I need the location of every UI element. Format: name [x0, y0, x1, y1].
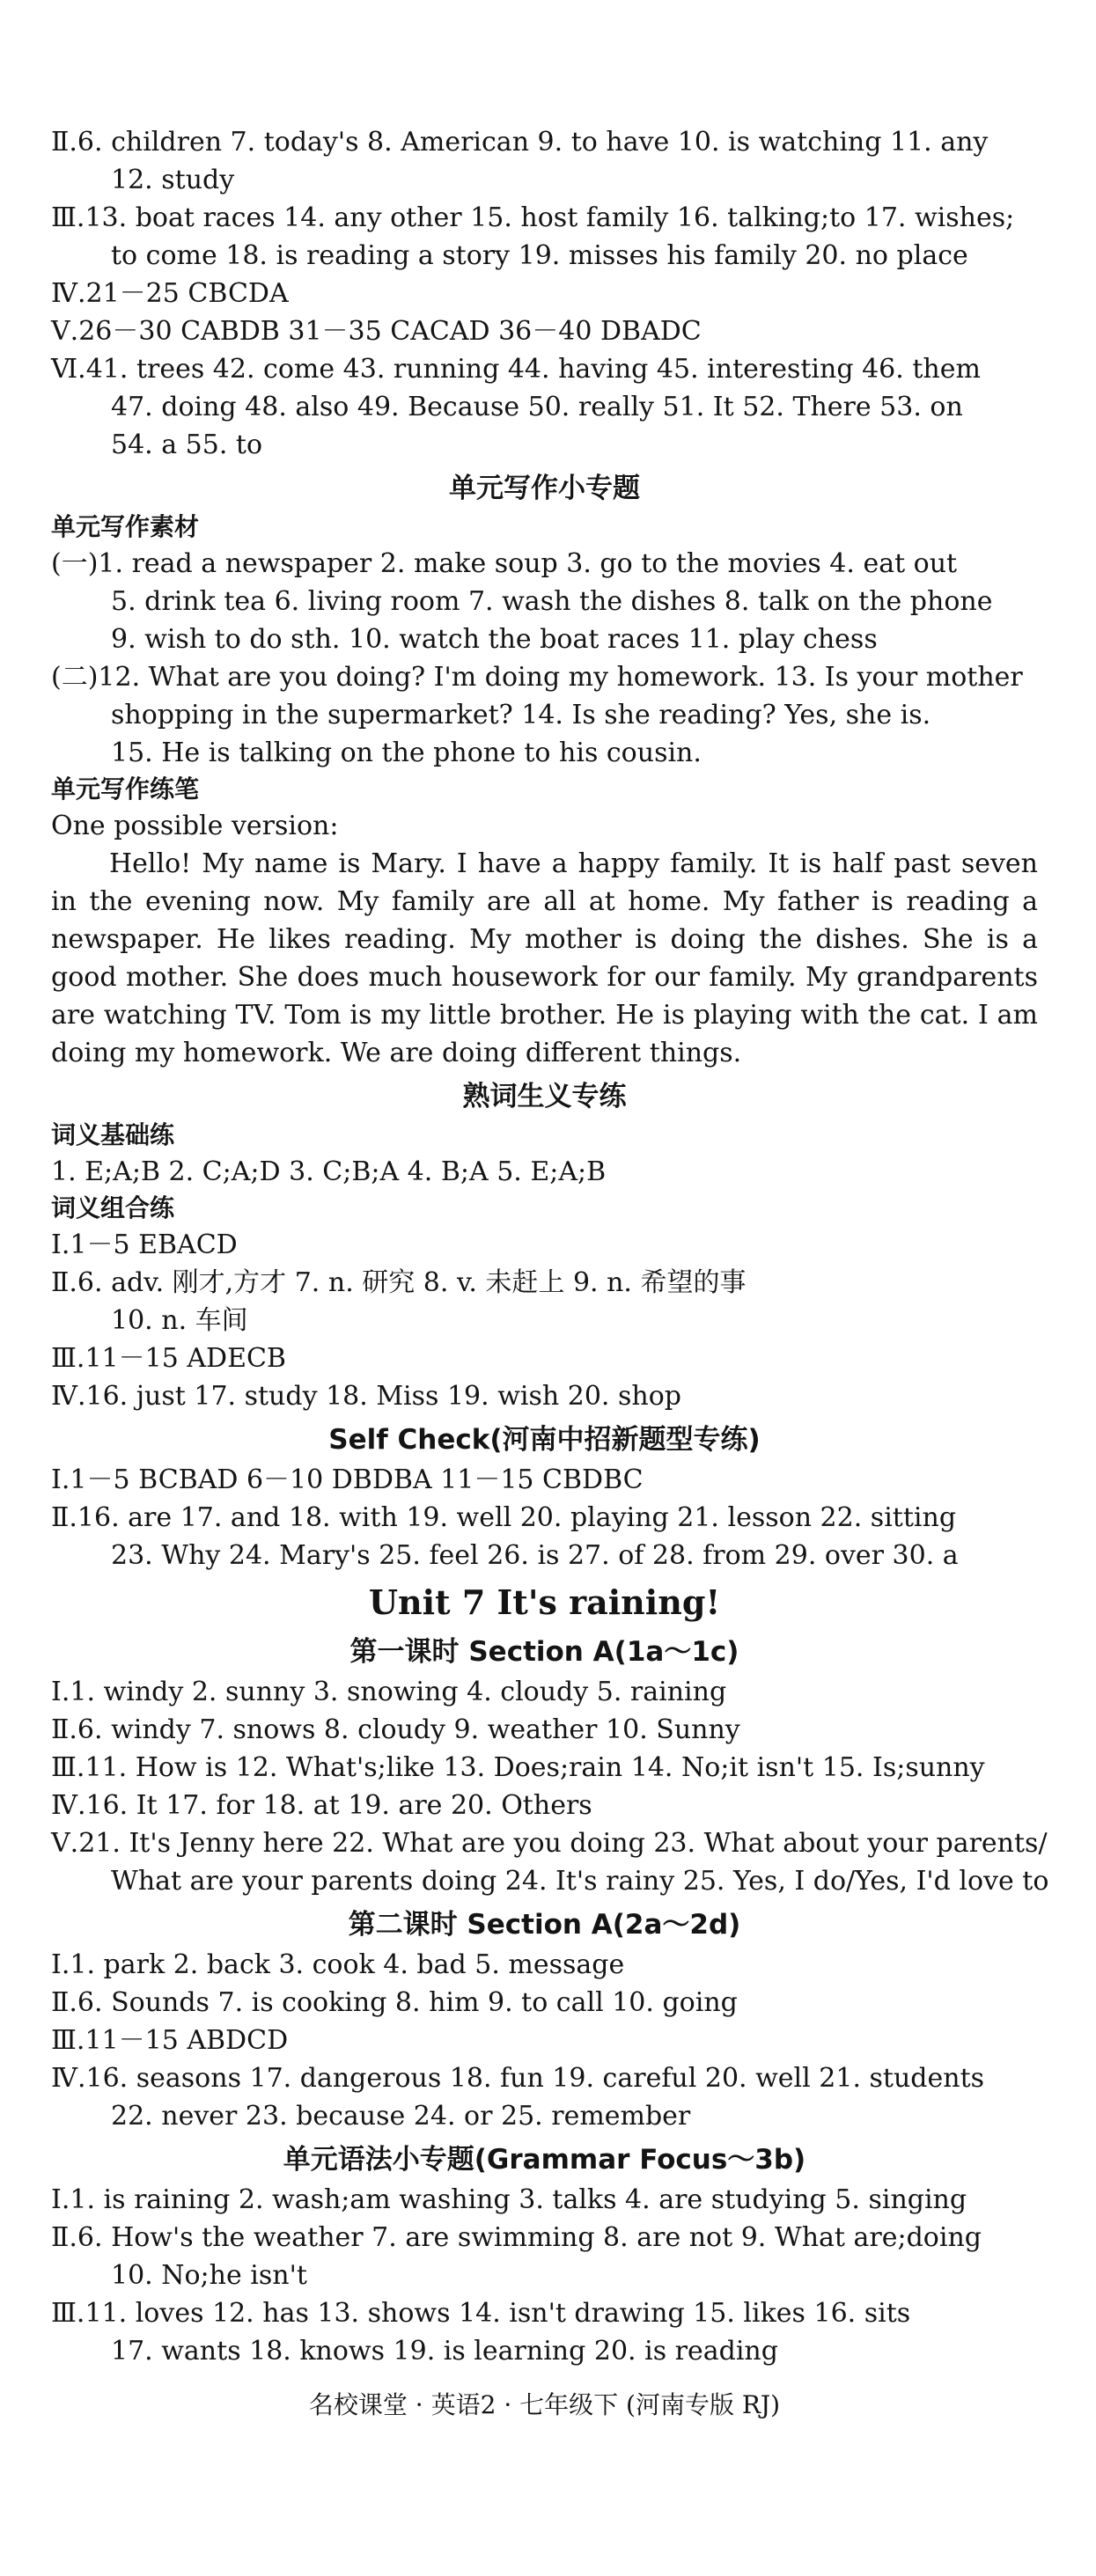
section-vocab — [51, 1075, 1038, 1415]
answer-line: 1. E;A;B 2. C;A;D 3. C;B;A 4. B;A 5. E;A;B — [51, 1156, 607, 1187]
section-writing — [51, 467, 1038, 1072]
answer-line: 10. No;he isn't — [111, 2260, 307, 2291]
answer-line: 47. doing 48. also 49. Because 50. really 51. It 52. There 53. on — [111, 392, 963, 422]
answer-line: Ⅱ.6. children 7. today's 8. American 9. to have 10. is watching 11. any — [51, 127, 989, 158]
answer-line: 17. wants 18. knows 19. is learning 20. is reading — [111, 2336, 778, 2367]
answer-line: Ⅱ.6. How's the weather 7. are swimming 8. are not 9. What are;doing — [51, 2222, 982, 2253]
answer-line: Ⅳ.16. seasons 17. dangerous 18. fun 19. careful 20. well 21. students — [51, 2063, 985, 2094]
section-title: 第一课时 Section A(1a～1c) — [349, 1636, 739, 1668]
section-selfcheck — [51, 1419, 1038, 1574]
answer-line: Ⅲ.13. boat races 14. any other 15. host family 16. talking;to 17. wishes; — [51, 202, 1015, 233]
version-label: One possible version: — [51, 811, 339, 841]
answer-line: What are your parents doing 24. It's rainy 25. Yes, I do/Yes, I'd love to — [111, 1866, 1049, 1897]
answer-line: 5. drink tea 6. living room 7. wash the dishes 8. talk on the phone — [111, 586, 993, 617]
answer-line: Ⅱ.6. windy 7. snows 8. cloudy 9. weather 10. Sunny — [51, 1714, 740, 1745]
answer-line: Ⅳ.16. just 17. study 18. Miss 19. wish 20. shop — [51, 1381, 681, 1412]
section-grammar — [51, 2139, 1038, 2370]
section-2a — [51, 1904, 1038, 2135]
answer-line: 22. never 23. because 24. or 25. remember — [111, 2101, 691, 2132]
answer-line: Ⅰ.1－5 BCBAD 6－10 DBDBA 11－15 CBDBC — [51, 1464, 644, 1495]
answer-line: Ⅲ.11－15 ADECB — [51, 1343, 286, 1374]
answer-line: Ⅰ.1. park 2. back 3. cook 4. bad 5. message — [51, 1949, 625, 1980]
answer-line: Ⅱ.16. are 17. and 18. with 19. well 20. playing 21. lesson 22. sitting — [51, 1502, 957, 1533]
answer-line: 54. a 55. to — [111, 429, 263, 460]
answer-line: Ⅰ.1－5 EBACD — [51, 1229, 238, 1260]
sample-essay: Hello! My name is Mary. I have a happy family. It is half past seven in the evening now. My family are all at home. My father is reading a newspaper. He likes reading. My mother is doing the dishes. She is a good mother. She does much housework for our family. My grandparents are watching TV. Tom is my little brother. He is playing with the cat. I am doing my homework. We are doing different things. — [51, 848, 1038, 1068]
answer-line: 10. n. 车间 — [111, 1305, 248, 1336]
answer-line: Ⅵ.41. trees 42. come 43. running 44. having 45. interesting 46. them — [51, 354, 981, 385]
answer-line: (一)1. read a newspaper 2. make soup 3. go to the movies 4. eat out — [51, 548, 958, 579]
section-title: Self Check(河南中招新题型专练) — [328, 1424, 761, 1456]
answer-line: Ⅰ.1. is raining 2. wash;am washing 3. talks 4. are studying 5. singing — [51, 2184, 967, 2215]
answer-line: Ⅱ.6. Sounds 7. is cooking 8. him 9. to call 10. going — [51, 1987, 738, 2018]
subsection-title: 词义组合练 — [51, 1193, 175, 1222]
answer-line: Ⅲ.11. How is 12. What's;like 13. Does;rain 14. No;it isn't 15. Is;sunny — [51, 1752, 985, 1783]
section-1a — [51, 1631, 1049, 1900]
answer-line: Ⅴ.26－30 CABDB 31－35 CACAD 36－40 DBADC — [51, 316, 702, 347]
subsection-title: 单元写作素材 — [51, 512, 200, 541]
answer-line: Ⅲ.11. loves 12. has 13. shows 14. isn't drawing 15. likes 16. sits — [51, 2298, 911, 2329]
answer-line: 23. Why 24. Mary's 25. feel 26. is 27. of 28. from 29. over 30. a — [111, 1540, 959, 1571]
section-title: 单元写作小专题 — [449, 473, 640, 504]
answer-line: Ⅲ.11－15 ABDCD — [51, 2025, 289, 2056]
answer-line: Ⅰ.1. windy 2. sunny 3. snowing 4. cloudy 5. raining — [51, 1677, 727, 1707]
section-title: 第二课时 Section A(2a～2d) — [348, 1909, 741, 1941]
page-footer: 名校课堂 · 英语2 · 七年级下 (河南专版 RJ) — [308, 2390, 781, 2419]
answer-line: to come 18. is reading a story 19. misses his family 20. no place — [111, 240, 968, 271]
answer-line: Ⅳ.21－25 CBCDA — [51, 278, 289, 309]
answer-line: Ⅱ.6. adv. 刚才,方才 7. n. 研究 8. v. 未赶上 9. n. 希望的事 — [51, 1267, 747, 1298]
answer-line: 12. study — [111, 165, 235, 195]
subsection-title: 词义基础练 — [51, 1120, 175, 1149]
subsection-title: 单元写作练笔 — [51, 774, 200, 804]
section-title: 单元语法小专题(Grammar Focus～3b) — [283, 2144, 806, 2176]
unit-title: Unit 7 It's raining! — [368, 1582, 721, 1622]
answer-line: (二)12. What are you doing? I'm doing my homework. 13. Is your mother — [51, 662, 1023, 693]
section-title: 熟词生义专练 — [462, 1081, 627, 1112]
answer-line: 15. He is talking on the phone to his cousin. — [111, 738, 702, 768]
answer-line: Ⅴ.21. It's Jenny here 22. What are you doing 23. What about your parents/ — [51, 1828, 1048, 1859]
answer-line: 9. wish to do sth. 10. watch the boat races 11. play chess — [111, 624, 878, 655]
answers-continued — [51, 123, 1038, 464]
answer-line: Ⅳ.16. It 17. for 18. at 19. are 20. Others — [51, 1790, 592, 1821]
answer-line: shopping in the supermarket? 14. Is she reading? Yes, she is. — [111, 700, 931, 730]
